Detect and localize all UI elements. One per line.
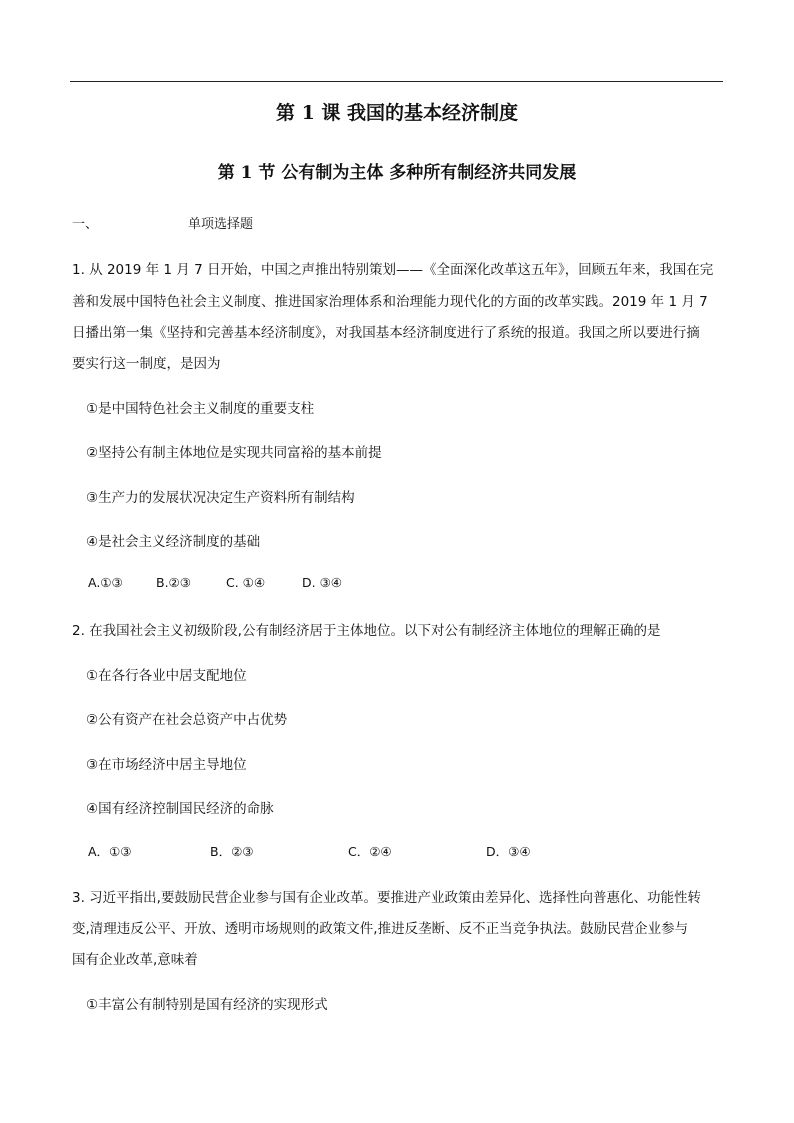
question-2-answer-d: D．③④ — [486, 844, 531, 859]
question-2-option: ①在各行各业中居支配地位 — [86, 668, 247, 684]
question-2-option: ②公有资产在社会总资产中占优势 — [86, 712, 288, 728]
header-rule — [70, 81, 723, 82]
lesson-title: 第 1 课 我国的基本经济制度 — [275, 102, 519, 124]
question-1-stem-line: 善和发展中国特色社会主义制度、推进国家治理体系和治理能力现代化的方面的改革实践。2019 年 1 月 7 — [72, 294, 708, 310]
question-1-answer-b: B.②③ — [156, 575, 191, 590]
question-2-answer-a: A．①③ — [88, 844, 132, 859]
question-1-option: ④是社会主义经济制度的基础 — [86, 534, 261, 550]
section-title: 第 1 节 公有制为主体 多种所有制经济共同发展 — [217, 163, 577, 183]
question-1-answer-c: C. ①④ — [226, 575, 266, 590]
question-2-option: ④国有经济控制国民经济的命脉 — [86, 801, 274, 817]
question-2-answer-c: C．②④ — [348, 844, 392, 859]
question-3-stem-line: 国有企业改革,意味着 — [72, 952, 198, 968]
question-1-stem-line: 日播出第一集《坚持和完善基本经济制度》，对我国基本经济制度进行了系统的报道。我国之所以要进行摘 — [72, 325, 700, 341]
question-2-answer-b: B．②③ — [210, 844, 254, 859]
section-number: 一、 — [72, 217, 99, 232]
question-1-option: ①是中国特色社会主义制度的重要支柱 — [86, 401, 315, 417]
question-3-option: ①丰富公有制特别是国有经济的实现形式 — [86, 997, 328, 1013]
question-1-stem-line: 1. 从 2019 年 1 月 7 日开始，中国之声推出特别策划——《全面深化改革这五年》，回顾五年来，我国在完 — [72, 262, 714, 278]
section-name: 单项选择题 — [188, 217, 254, 232]
question-1-option: ③生产力的发展状况决定生产资料所有制结构 — [86, 490, 355, 506]
question-1-answer-a: A.①③ — [88, 575, 123, 590]
question-2-option: ③在市场经济中居主导地位 — [86, 757, 247, 773]
question-1-stem-line: 要实行这一制度，是因为 — [72, 356, 221, 372]
question-3-stem-line: 变,清理违反公平、开放、透明市场规则的政策文件,推进反垄断、反不正当竞争执法。鼓励民营企业参与 — [72, 921, 689, 937]
question-2-stem-line: 2. 在我国社会主义初级阶段,公有制经济居于主体地位。以下对公有制经济主体地位的理解正确的是 — [72, 623, 661, 639]
question-1-answer-d: D. ③④ — [302, 575, 342, 590]
question-1-option: ②坚持公有制主体地位是实现共同富裕的基本前提 — [86, 445, 382, 461]
question-3-stem-line: 3. 习近平指出,要鼓励民营企业参与国有企业改革。要推进产业政策由差异化、选择性向普惠化、功能性转 — [72, 890, 701, 906]
